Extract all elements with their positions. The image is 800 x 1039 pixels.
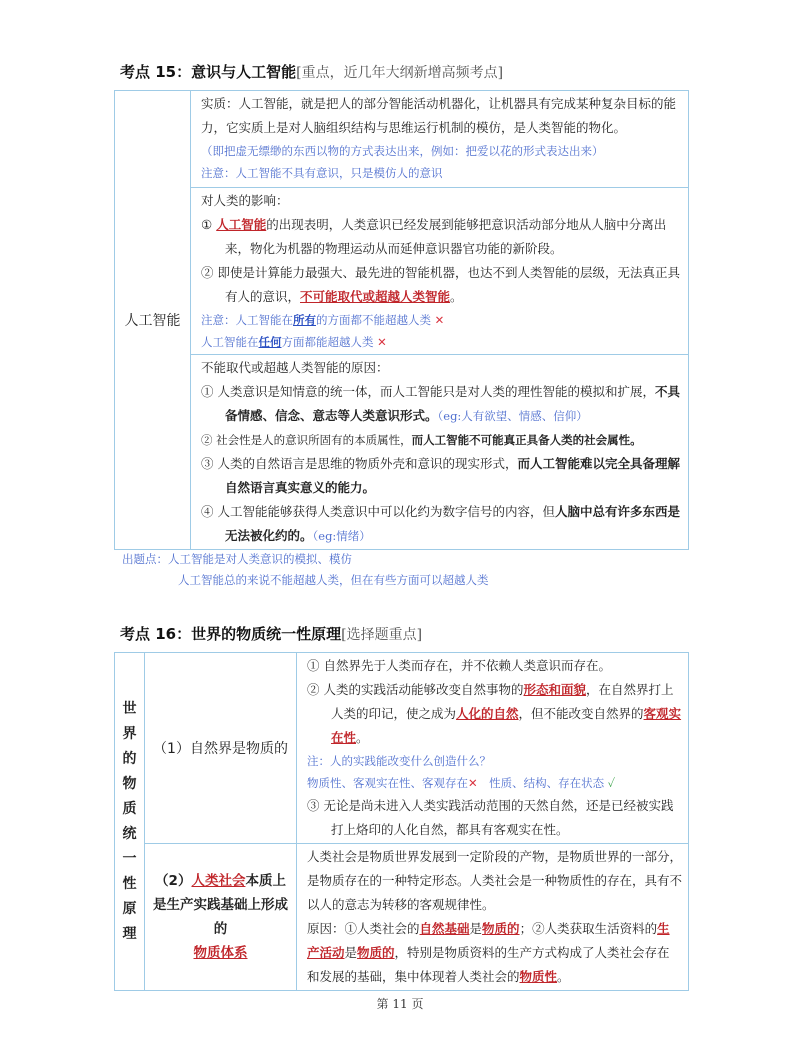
ai-impact-title: 对人类的影响：: [201, 193, 289, 208]
exam-point-line-2: 人工智能总的来说不能超越人类，但在有些方面可以超越人类: [178, 573, 489, 587]
check-icon: ✓: [607, 776, 616, 790]
section-15-table: [114, 90, 689, 550]
page-number: 第 11 页: [376, 997, 424, 1011]
vertical-label-char: 原: [122, 900, 137, 917]
vertical-label-char: 世: [122, 700, 137, 717]
vertical-label-char: 一: [122, 850, 137, 867]
society-paragraph-2: 原因：①人类社会的自然基础是物质的；②人类获取生活资料的生产活动是物质的，特别是物质资料的生产方式构成了人类社会存在和发展的基础，集中体现着人类社会的物质性。: [307, 921, 670, 984]
ai-keyword: 人工智能: [216, 217, 267, 232]
ai-impact-note-1: 注意：人工智能在所有的方面都不能超越人类 ✕: [201, 313, 445, 327]
society-paragraph-1: 人类社会是物质世界发展到一定阶段的产物，是物质世界的一部分，是物质存在的一种特定形态。人类社会是一种物质性的存在，具有不以人的意志为转移的客观规律性。: [307, 849, 683, 912]
section-15-title: 考点 15：意识与人工智能: [120, 63, 297, 81]
vertical-label-char: 性: [122, 875, 137, 892]
society-row-label: （2）人类社会本质上是生产实践基础上形成的 物质体系: [145, 844, 297, 991]
ai-essence-note-2: 注意：人工智能不具有意识，只是模仿人的意识: [201, 166, 443, 180]
vertical-label-char: 的: [122, 750, 137, 767]
nature-point-3: ③ 无论是尚未进入人类实践活动范围的天然自然，还是已经被实践打上烙印的人化自然，都具有客观实在性。: [307, 798, 674, 837]
ai-impact-point-2: ② 即使是计算能力最强大、最先进的智能机器，也达不到人类智能的层级，无法真正具有人的意识，不可能取代或超越人类智能。: [201, 265, 681, 304]
ai-reasons-title: 不能取代或超越人类智能的原因：: [201, 360, 389, 375]
vertical-label-char: 理: [122, 925, 137, 942]
vertical-label-char: 界: [122, 725, 137, 742]
section-16-subtitle: [选择题重点]: [341, 627, 423, 643]
nature-row-label: （1）自然界是物质的: [145, 653, 297, 844]
ai-reason-2: ② 社会性是人的意识所固有的本质属性，而人工智能不可能真正具备人类的社会属性。: [201, 433, 642, 447]
section-16-table: [114, 652, 689, 991]
section-16-title: 考点 16：世界的物质统一性原理: [120, 625, 342, 643]
cross-icon: ✕: [377, 335, 387, 349]
cross-icon: ✕: [434, 313, 445, 327]
section-15-subtitle: [重点，近几年大纲新增高频考点]: [296, 65, 504, 81]
nature-note-2: 物质性、客观实在性、客观存在✕ 性质、结构、存在状态 ✓: [307, 776, 616, 790]
section-16-heading: [120, 624, 422, 645]
society-content-cell: [297, 844, 689, 991]
ai-essence-cell: [191, 91, 689, 188]
vertical-label-char: 物: [122, 775, 137, 792]
exam-point-line-1: 出题点：人工智能是对人类意识的模拟、模仿: [122, 552, 352, 566]
section-15-heading: [120, 62, 503, 83]
ai-reason-1: ① 人类意识是知情意的统一体，而人工智能只是对人类的理性智能的模拟和扩展，不具备情感、信念、意志等人类意识形式。（eg:人有欲望、情感、信仰）: [201, 384, 681, 423]
vertical-label-char: 统: [122, 825, 137, 842]
ai-reason-4: ④ 人工智能能够获得人类意识中可以化约为数字信号的内容，但人脑中总有许多东西是无法被化约的。（eg:情绪）: [201, 504, 681, 543]
ai-impact-point-1: ① 人工智能的出现表明，人类意识已经发展到能够把意识活动部分地从人脑中分离出来，物化为机器的物理运动从而延伸意识器官功能的新阶段。: [201, 217, 667, 256]
vertical-label-text: [115, 697, 144, 947]
ai-essence-note-1: （即把虚无缥缈的东西以物的方式表达出来，例如：把爱以花的形式表达出来）: [201, 144, 604, 158]
nature-point-1: ① 自然界先于人类而存在，并不依赖人类意识而存在。: [307, 658, 611, 673]
section-15-row-label: [115, 91, 191, 550]
nature-note-1: 注：人的实践能改变什么创造什么？: [307, 754, 491, 768]
ai-essence-text: 实质：人工智能，就是把人的部分智能活动机器化，让机器具有完成某种复杂目标的能力，它实质上是对人脑组织结构与思维运行机制的模仿，是人类智能的物化。: [201, 96, 677, 135]
ai-impact-note-2: 人工智能在任何方面都能超越人类 ✕: [201, 335, 387, 349]
vertical-label-char: 质: [122, 800, 137, 817]
cannot-surpass-keyword: 不可能取代或超越人类智能: [300, 289, 451, 304]
ai-reasons-cell: [191, 355, 689, 550]
ai-reason-3: ③ 人类的自然语言是思维的物质外壳和意识的现实形式，而人工智能难以完全具备理解自然语言真实意义的能力。: [201, 456, 681, 495]
nature-content-cell: [297, 653, 689, 844]
nature-point-2: ② 人类的实践活动能够改变自然事物的形态和面貌，在自然界打上人类的印记，使之成为人化的自然，但不能改变自然界的客观实在性。: [307, 682, 682, 745]
ai-label: 人工智能: [124, 313, 181, 329]
world-unity-vertical-label: [115, 653, 145, 991]
ai-impact-cell: [191, 188, 689, 355]
cross-icon: ✕: [468, 776, 478, 790]
